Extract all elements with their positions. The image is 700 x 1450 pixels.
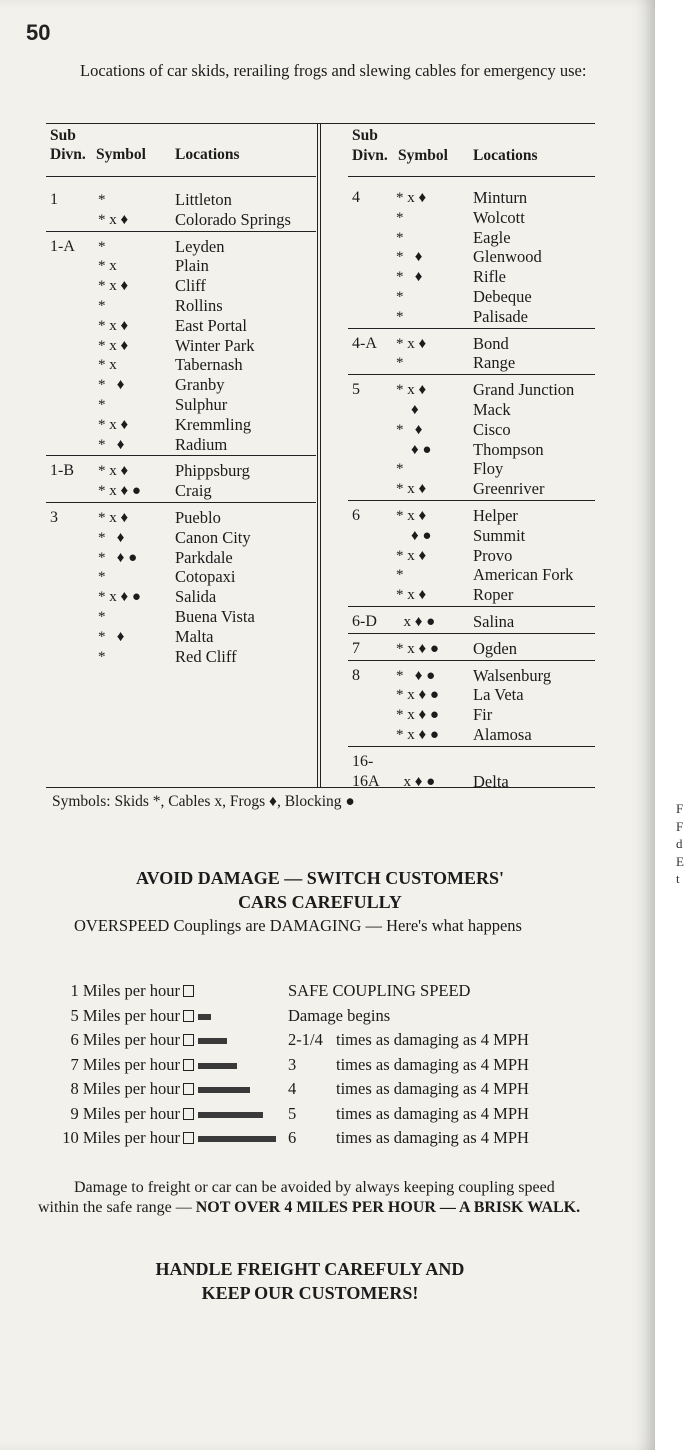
symbol-codes: * ♦ xyxy=(396,269,423,286)
header-symbol: Symbol xyxy=(96,146,146,163)
symbol-codes: x ♦ ● xyxy=(396,613,436,630)
location-name: Kremmling xyxy=(175,414,252,434)
symbol-codes: * ♦ xyxy=(98,529,125,546)
location-name: Walsenburg xyxy=(473,665,552,685)
speed-label: 7 Miles per hour xyxy=(70,1054,180,1074)
location-name: Glenwood xyxy=(473,247,542,267)
symbol-codes: * ♦ xyxy=(98,628,125,645)
speed-row xyxy=(40,1005,600,1030)
symbol-codes: * x ♦ xyxy=(396,507,427,524)
division-code-line: 4 xyxy=(352,189,360,206)
division-code-line: 1-B xyxy=(50,462,74,480)
adjacent-page-fragment: t xyxy=(676,871,680,886)
table-header-left xyxy=(46,120,316,177)
location-row xyxy=(348,506,595,526)
damage-text: times as damaging as 4 MPH xyxy=(336,1103,529,1123)
location-row xyxy=(348,400,595,420)
location-name: Greenriver xyxy=(473,479,545,499)
symbol-codes: * ♦ ● xyxy=(396,667,436,684)
location-name: Rollins xyxy=(175,295,223,315)
damage-multiple: 3 xyxy=(288,1054,297,1074)
division-group xyxy=(46,456,316,503)
location-row xyxy=(348,705,595,725)
location-row xyxy=(46,296,316,316)
location-name: Range xyxy=(473,353,516,373)
location-row xyxy=(348,546,595,566)
location-row xyxy=(46,528,316,548)
division-rows xyxy=(348,188,595,327)
location-name: Winter Park xyxy=(175,335,255,355)
location-name: Alamosa xyxy=(473,724,532,744)
speed-label: 8 Miles per hour xyxy=(70,1079,180,1098)
division-rows xyxy=(348,506,595,605)
location-name: Eagle xyxy=(473,227,511,247)
location-row xyxy=(46,461,316,481)
division-rows xyxy=(348,380,595,499)
division-rows xyxy=(348,612,595,632)
division-code-line: 4-A xyxy=(352,334,377,352)
symbol-codes: * x ♦ xyxy=(98,278,129,295)
location-row xyxy=(46,256,316,276)
speed-box-icon xyxy=(183,1010,194,1022)
header-sub: Sub xyxy=(50,127,76,144)
symbol-codes: ♦ xyxy=(396,401,419,418)
symbol-codes: * x ♦ xyxy=(98,337,129,354)
symbol-codes: * x ♦ ● xyxy=(396,726,439,743)
location-row xyxy=(46,316,316,336)
division-group xyxy=(46,185,316,232)
symbols-legend: Symbols: Skids *, Cables x, Frogs ♦, Blocking ● xyxy=(52,793,355,810)
location-name: Floy xyxy=(473,459,504,479)
symbol-codes: * xyxy=(396,461,404,478)
damage-bar xyxy=(198,1038,227,1044)
symbol-codes: * x ♦ xyxy=(396,481,427,498)
location-row xyxy=(46,237,316,257)
location-name: Minturn xyxy=(473,188,528,207)
header-divn: Divn. xyxy=(50,146,86,163)
speed-row xyxy=(40,1103,600,1128)
speed-row xyxy=(40,1127,600,1152)
location-row xyxy=(46,508,316,528)
speed-row xyxy=(40,1054,600,1079)
division-group xyxy=(348,747,595,793)
symbol-codes: * xyxy=(396,209,404,226)
division-group xyxy=(348,375,595,501)
location-row xyxy=(348,479,595,499)
location-row xyxy=(46,548,316,568)
location-name: American Fork xyxy=(473,565,574,585)
header-sub: Sub xyxy=(352,127,378,144)
location-row xyxy=(348,188,595,208)
symbol-codes: * x ♦ xyxy=(98,509,129,526)
location-row xyxy=(46,587,316,607)
division-rows xyxy=(348,639,595,659)
location-row xyxy=(348,459,595,479)
symbol-codes: * xyxy=(396,229,404,246)
division-group xyxy=(46,232,316,457)
adjacent-page-fragment: F xyxy=(676,801,684,816)
damage-text: times as damaging as 4 MPH xyxy=(336,1054,529,1074)
symbol-codes: * ♦ xyxy=(396,249,423,266)
location-row xyxy=(46,481,316,501)
location-row xyxy=(348,526,595,546)
closing-title xyxy=(110,1257,510,1305)
damage-text: times as damaging as 4 MPH xyxy=(336,1030,529,1049)
closing-line2: KEEP OUR CUSTOMERS! xyxy=(201,1283,419,1303)
location-name: Grand Junction xyxy=(473,380,575,400)
damage-text: SAFE COUPLING SPEED xyxy=(288,981,471,1000)
left-groups xyxy=(46,185,316,667)
location-row xyxy=(348,334,595,354)
symbol-codes: * x ♦ xyxy=(396,547,427,564)
location-name: Fir xyxy=(473,705,493,725)
speed-box-icon xyxy=(183,1132,194,1144)
location-row xyxy=(46,395,316,415)
location-row xyxy=(348,585,595,605)
location-name: Rifle xyxy=(473,267,506,287)
division-rows xyxy=(46,508,316,666)
column-divider xyxy=(317,123,321,787)
speed-row xyxy=(40,980,600,1005)
symbol-codes: * x ♦ ● xyxy=(396,640,439,657)
header-symbol: Symbol xyxy=(398,147,448,164)
division-code-line: 8 xyxy=(352,666,360,684)
location-row xyxy=(348,725,595,745)
locations-table xyxy=(46,120,596,790)
symbol-codes: * x ♦ xyxy=(98,211,129,228)
symbol-codes: * xyxy=(98,238,106,255)
speed-box-icon xyxy=(183,1059,194,1071)
symbol-codes: * x ♦ ● xyxy=(396,687,439,704)
speed-label: 5 Miles per hour xyxy=(70,1005,180,1025)
location-row xyxy=(348,208,595,228)
symbol-codes: * xyxy=(98,648,106,665)
symbol-codes: * ♦ xyxy=(396,421,423,438)
symbol-codes: * xyxy=(98,608,106,625)
division-rows xyxy=(46,190,316,230)
location-row xyxy=(348,420,595,440)
location-row xyxy=(348,380,595,400)
location-row xyxy=(348,565,595,585)
division-group xyxy=(348,634,595,661)
paragraph-plain: Damage to freight or car can be avoided by always keeping coupling speed within the safe range — xyxy=(38,1179,555,1216)
location-name: East Portal xyxy=(175,315,247,335)
speed-box-icon xyxy=(183,1083,194,1095)
speed-label: 6 Miles per hour xyxy=(70,1030,180,1049)
location-name: Littleton xyxy=(175,190,232,209)
division-code-line: 6 xyxy=(352,506,360,524)
location-row xyxy=(348,247,595,267)
division-group xyxy=(348,329,595,376)
location-row xyxy=(348,287,595,307)
location-name: Sulphur xyxy=(175,394,228,414)
location-name: Delta xyxy=(473,771,509,791)
symbol-codes: * x ♦ ● xyxy=(396,707,439,724)
symbol-codes: * xyxy=(396,308,404,325)
location-name: Granby xyxy=(175,375,225,395)
symbol-codes: * xyxy=(98,569,106,586)
location-row xyxy=(46,435,316,455)
symbol-codes: * x ♦ xyxy=(98,416,129,433)
division-code-line: 7 xyxy=(352,639,360,657)
division-group xyxy=(348,607,595,634)
location-name: Pueblo xyxy=(175,507,221,527)
symbol-codes: ♦ ● xyxy=(396,527,432,544)
location-name: Craig xyxy=(175,481,212,501)
adjacent-page-edge xyxy=(676,800,700,900)
location-name: Salina xyxy=(473,611,515,631)
damage-text: Damage begins xyxy=(288,1005,391,1025)
symbol-codes: * ♦ xyxy=(98,377,125,394)
location-name: Red Cliff xyxy=(175,646,237,666)
division-rows xyxy=(46,461,316,501)
location-name: Tabernash xyxy=(175,355,243,375)
damage-bar xyxy=(198,1087,250,1093)
speed-box-icon xyxy=(183,985,194,997)
location-name: Cisco xyxy=(473,419,511,439)
damage-text: times as damaging as 4 MPH xyxy=(336,1128,529,1147)
symbol-codes: * x ♦ xyxy=(98,463,129,480)
adjacent-page-fragment: E xyxy=(676,853,684,869)
right-groups xyxy=(348,183,595,792)
location-name: Thompson xyxy=(473,439,544,459)
location-row xyxy=(348,267,595,287)
symbol-codes: * x ♦ xyxy=(396,382,427,399)
speed-row xyxy=(40,1029,600,1054)
location-row xyxy=(348,612,595,632)
intro-text: Locations of car skids, rerailing frogs and slewing cables for emergency use: xyxy=(80,61,587,80)
damage-multiple: 6 xyxy=(288,1128,297,1147)
location-name: Palisade xyxy=(473,306,528,326)
damage-bar xyxy=(198,1014,211,1020)
location-name: Salida xyxy=(175,587,217,607)
location-name: Leyden xyxy=(175,236,225,256)
symbol-codes: * x ♦ ● xyxy=(98,589,141,606)
division-rows xyxy=(348,752,595,792)
section-title-line2: CARS CAREFULLY xyxy=(238,892,402,912)
symbol-codes: * x xyxy=(98,258,117,275)
symbol-codes: * x xyxy=(98,357,117,374)
symbol-codes: * xyxy=(396,288,404,305)
symbol-codes: * x ♦ xyxy=(98,317,129,334)
location-name: Debeque xyxy=(473,286,532,306)
symbol-codes: * x ♦ ● xyxy=(98,483,141,500)
division-group xyxy=(46,503,316,667)
location-name: Radium xyxy=(175,434,228,454)
location-row xyxy=(348,752,595,772)
location-name: Roper xyxy=(473,585,514,605)
location-row xyxy=(46,336,316,356)
header-locations: Locations xyxy=(175,146,240,163)
location-row xyxy=(348,666,595,686)
location-row xyxy=(46,375,316,395)
division-group xyxy=(348,661,595,747)
location-row xyxy=(46,627,316,647)
location-row xyxy=(348,639,595,659)
location-name: Provo xyxy=(473,545,513,565)
location-row xyxy=(348,772,595,792)
location-row xyxy=(46,567,316,587)
location-row xyxy=(46,276,316,296)
location-name: Plain xyxy=(175,256,209,276)
damage-bar xyxy=(198,1136,276,1142)
division-code-line: 16A xyxy=(352,772,380,790)
symbol-codes: * ♦ xyxy=(98,436,125,453)
header-locations: Locations xyxy=(473,147,538,164)
damage-paragraph xyxy=(38,1178,594,1218)
damage-multiple: 5 xyxy=(288,1103,297,1123)
symbol-codes: * xyxy=(396,355,404,372)
symbol-codes: * xyxy=(98,192,106,208)
location-name: Cliff xyxy=(175,276,206,296)
location-name: Wolcott xyxy=(473,207,525,227)
location-row xyxy=(46,647,316,667)
location-row xyxy=(348,353,595,373)
location-name: Bond xyxy=(473,333,509,353)
paragraph-bold: NOT OVER 4 MILES PER HOUR — A BRISK WALK. xyxy=(195,1199,581,1216)
location-name: Mack xyxy=(473,399,511,419)
damage-bar xyxy=(198,1112,263,1118)
location-name: Canon City xyxy=(175,527,251,547)
location-row xyxy=(348,685,595,705)
overspeed-subhead: OVERSPEED Couplings are DAMAGING — Here's what happens xyxy=(74,916,522,935)
symbol-codes: * ♦ ● xyxy=(98,549,138,566)
speed-box-icon xyxy=(183,1108,194,1120)
division-group xyxy=(348,501,595,607)
damage-multiple: 2-1/4 xyxy=(288,1030,323,1049)
division-code-line: 1 xyxy=(50,191,58,208)
page-number: 50 xyxy=(26,20,51,45)
location-row xyxy=(46,210,316,230)
division-code-line: 1-A xyxy=(50,237,75,255)
damage-text: times as damaging as 4 MPH xyxy=(336,1079,529,1098)
location-row xyxy=(348,228,595,248)
location-row xyxy=(46,607,316,627)
table-header-right xyxy=(348,120,595,177)
speed-label: 9 Miles per hour xyxy=(70,1103,180,1123)
location-name: La Veta xyxy=(473,685,524,705)
speed-label: 10 Miles per hour xyxy=(62,1128,180,1147)
speed-box-icon xyxy=(183,1034,194,1046)
symbol-codes: * xyxy=(396,567,404,584)
division-code-line: 5 xyxy=(352,381,360,399)
location-name: Colorado Springs xyxy=(175,209,291,229)
division-code-line: 3 xyxy=(50,508,58,526)
speed-label: 1 Miles per hour xyxy=(70,981,180,1000)
division-code-line: 6-D xyxy=(352,612,377,630)
location-name: Ogden xyxy=(473,638,517,658)
location-name: Buena Vista xyxy=(175,606,255,626)
section-title xyxy=(100,866,540,914)
speed-row xyxy=(40,1078,600,1103)
symbol-codes: ♦ ● xyxy=(396,441,432,458)
location-name: Cotopaxi xyxy=(175,567,236,587)
symbol-codes: * x ♦ xyxy=(396,335,427,352)
table-right-column xyxy=(348,120,595,792)
table-left-column xyxy=(46,120,316,667)
damage-bar xyxy=(198,1063,237,1069)
speed-table xyxy=(40,980,600,1152)
section-title-line1: AVOID DAMAGE — SWITCH CUSTOMERS' xyxy=(135,868,505,888)
symbol-codes: * xyxy=(98,297,106,314)
adjacent-page-fragment: F xyxy=(676,818,684,834)
symbol-codes: * xyxy=(98,396,106,413)
symbol-codes: * x ♦ xyxy=(396,190,427,206)
location-row xyxy=(46,415,316,435)
damage-multiple: 4 xyxy=(288,1079,297,1098)
location-row xyxy=(348,440,595,460)
location-name: Parkdale xyxy=(175,547,233,567)
location-row xyxy=(46,355,316,375)
division-code-line: 16- xyxy=(352,752,374,770)
division-rows xyxy=(348,666,595,745)
division-group xyxy=(348,183,595,329)
table-bottom-rule xyxy=(46,787,595,788)
location-row xyxy=(348,307,595,327)
division-rows xyxy=(348,334,595,374)
symbol-codes: x ♦ ● xyxy=(396,773,436,790)
location-row xyxy=(46,190,316,210)
header-divn: Divn. xyxy=(352,147,388,164)
division-rows xyxy=(46,237,316,455)
location-name: Summit xyxy=(473,525,526,545)
location-name: Malta xyxy=(175,626,214,646)
location-name: Phippsburg xyxy=(175,461,250,481)
closing-line1: HANDLE FREIGHT CAREFULY AND xyxy=(155,1259,465,1279)
adjacent-page-fragment: d xyxy=(676,836,683,851)
symbol-codes: * x ♦ xyxy=(396,587,427,604)
location-name: Helper xyxy=(473,505,518,525)
